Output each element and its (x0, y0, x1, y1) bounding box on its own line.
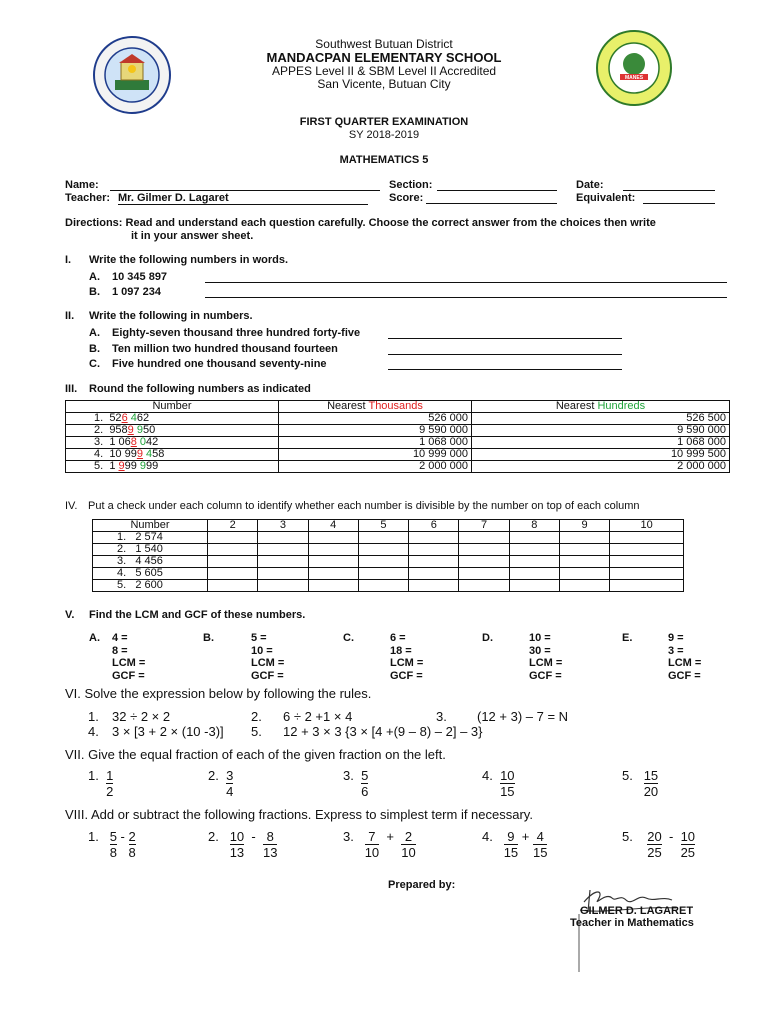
part2-item-b-letter: B. (89, 343, 100, 355)
check-cell[interactable] (208, 544, 258, 556)
number-cell: 1. 2 574 (93, 532, 208, 544)
check-cell[interactable] (459, 532, 509, 544)
check-cell[interactable] (308, 580, 358, 592)
part1-item-a-value: 10 345 897 (112, 271, 168, 283)
check-cell[interactable] (509, 544, 559, 556)
part3-number: III. (65, 383, 78, 395)
expr-4-num: 4. (88, 724, 99, 739)
exam-title: FIRST QUARTER EXAMINATION (299, 116, 469, 128)
part8-title: VIII. Add or subtract the following fractions. Express to simplest term if necessary. (65, 807, 533, 822)
table-row (93, 556, 684, 568)
hundreds-cell: 2 000 000 (472, 461, 730, 473)
svg-text:MANES: MANES (624, 75, 644, 81)
table-row (66, 449, 730, 461)
check-cell[interactable] (409, 556, 459, 568)
divisibility-table (92, 519, 684, 592)
part1-item-a-letter: A. (89, 271, 100, 283)
expr-5: 12 + 3 × 3 {3 × [4 +(9 – 8) – 2] – 3} (283, 724, 483, 739)
thousands-cell: 1 068 000 (279, 437, 472, 449)
check-cell[interactable] (358, 568, 408, 580)
header-col: 10 (610, 520, 684, 532)
expr-2-num: 2. (251, 709, 262, 724)
part7-title: VII. Give the equal fraction of each of the given fraction on the left. (65, 747, 446, 762)
check-cell[interactable] (308, 556, 358, 568)
part5-title: Find the LCM and GCF of these numbers. (89, 609, 306, 621)
header-col: 7 (459, 520, 509, 532)
lcm-item-c: 6 = 18 = LCM = GCF = (390, 632, 424, 682)
part2-title: Write the following in numbers. (89, 310, 253, 322)
check-cell[interactable] (459, 544, 509, 556)
part1-item-a-answer[interactable] (205, 282, 727, 283)
score-label: Score: (389, 192, 424, 204)
check-cell[interactable] (358, 544, 408, 556)
table-row (66, 461, 730, 473)
check-cell[interactable] (409, 532, 459, 544)
date-label: Date: (576, 179, 604, 191)
header-number: Number (93, 520, 208, 532)
directions-line1: Directions: Read and understand each question carefully. Choose the correct answer from the choices then write (65, 217, 656, 229)
part4-number: IV. (65, 500, 78, 512)
check-cell[interactable] (358, 532, 408, 544)
check-cell[interactable] (610, 544, 684, 556)
section-label: Section: (389, 179, 433, 191)
number-cell: 2. 9589 950 (66, 425, 279, 437)
fraction-item-2: 2. $\frac{3}{4}$ (208, 768, 234, 799)
prepared-by: Prepared by: (388, 879, 456, 891)
section-field[interactable] (437, 190, 557, 191)
check-cell[interactable] (208, 556, 258, 568)
check-cell[interactable] (258, 532, 308, 544)
school-name: MANDACPAN ELEMENTARY SCHOOL (266, 50, 502, 65)
rounding-table (65, 400, 730, 473)
fraction: $\frac{1}{2}$ (106, 768, 114, 799)
expr-1-num: 1. (88, 709, 99, 724)
part2-number: II. (65, 310, 75, 322)
check-cell[interactable] (509, 532, 559, 544)
check-cell[interactable] (559, 556, 609, 568)
hundreds-cell: 526 500 (472, 413, 730, 425)
directions-line2: it in your answer sheet. (131, 230, 254, 242)
table-row (66, 437, 730, 449)
table-row (93, 568, 684, 580)
school-seal-logo (596, 30, 672, 106)
operation-item-4: 4. $\frac{9}{15}$ + $\frac{4}{15}$ (482, 829, 548, 860)
header-col: 9 (559, 520, 609, 532)
expr-4: 3 × [3 + 2 × (10 -3)] (112, 724, 224, 739)
check-cell[interactable] (358, 556, 408, 568)
lcm-item-b-letter: B. (203, 632, 214, 644)
header-nearest-thousands: Nearest Thousands (279, 401, 472, 413)
thousands-cell: 10 999 000 (279, 449, 472, 461)
expr-3-num: 3. (436, 709, 447, 724)
divisibility-header (93, 520, 684, 532)
header-nearest-hundreds: Nearest Hundreds (472, 401, 730, 413)
thousands-cell: 2 000 000 (279, 461, 472, 473)
check-cell[interactable] (459, 568, 509, 580)
part2-item-a-answer[interactable] (388, 338, 622, 339)
header-col: 6 (409, 520, 459, 532)
check-cell[interactable] (409, 580, 459, 592)
accreditation: APPES Level II & SBM Level II Accredited (271, 64, 497, 78)
check-cell[interactable] (208, 568, 258, 580)
check-cell[interactable] (559, 532, 609, 544)
number-cell: 5. 2 600 (93, 580, 208, 592)
rounding-table-header (66, 401, 730, 413)
header-number: Number (66, 401, 279, 413)
check-cell[interactable] (308, 568, 358, 580)
part2-item-b-text: Ten million two hundred thousand fourteen (112, 343, 338, 355)
check-cell[interactable] (208, 580, 258, 592)
check-cell[interactable] (258, 568, 308, 580)
fraction-item-1: 1. $\frac{1}{2}$ (88, 768, 114, 799)
signature-image (576, 884, 686, 974)
table-row (93, 580, 684, 592)
lcm-item-d: 10 = 30 = LCM = GCF = (529, 632, 563, 682)
lcm-item-e-letter: E. (622, 632, 633, 644)
part2-item-a-letter: A. (89, 327, 100, 339)
hundreds-cell: 10 999 500 (472, 449, 730, 461)
fraction: $\frac{15}{20}$ (643, 768, 659, 799)
number-cell: 2. 1 540 (93, 544, 208, 556)
check-cell[interactable] (610, 568, 684, 580)
operation-item-3: 3. $\frac{7}{10}$ + $\frac{2}{10}$ (343, 829, 416, 860)
part4-title: Put a check under each column to identify whether each number is divisible by the number on top of each column (88, 500, 640, 512)
fraction: $\frac{10}{15}$ (500, 768, 515, 799)
fraction: $\frac{5}{6}$ (361, 768, 369, 799)
check-cell[interactable] (459, 580, 509, 592)
lcm-item-c-letter: C. (343, 632, 354, 644)
check-cell[interactable] (610, 532, 684, 544)
operation-item-1: 1. $\frac{5}{8}$ - $\frac{2}{8}$ (88, 829, 136, 860)
expr-5-num: 5. (251, 724, 262, 739)
check-cell[interactable] (509, 580, 559, 592)
part1-item-b-answer[interactable] (205, 297, 727, 298)
check-cell[interactable] (559, 544, 609, 556)
school-year: SY 2018-2019 (348, 129, 420, 141)
check-cell[interactable] (559, 568, 609, 580)
number-cell: 3. 1 068 042 (66, 437, 279, 449)
check-cell[interactable] (459, 556, 509, 568)
check-cell[interactable] (610, 580, 684, 592)
lcm-item-a: 4 = 8 = LCM = GCF = (112, 632, 146, 682)
number-cell: 3. 4 456 (93, 556, 208, 568)
table-row (93, 532, 684, 544)
fraction-item-5: 5. $\frac{15}{20}$ (622, 768, 659, 799)
number-cell: 5. 1 999 999 (66, 461, 279, 473)
part1-number: I. (65, 254, 72, 266)
subject-title: MATHEMATICS 5 (339, 154, 429, 166)
school-address: San Vicente, Butuan City (317, 77, 451, 91)
check-cell[interactable] (258, 544, 308, 556)
deped-seal-logo (93, 36, 171, 114)
check-cell[interactable] (308, 544, 358, 556)
part3-title: Round the following numbers as indicated (89, 383, 311, 395)
thousands-cell: 9 590 000 (279, 425, 472, 437)
table-row (93, 544, 684, 556)
header-col: 5 (358, 520, 408, 532)
part2-item-c-answer[interactable] (388, 369, 622, 370)
hundreds-cell: 1 068 000 (472, 437, 730, 449)
lcm-item-b: 5 = 10 = LCM = GCF = (251, 632, 285, 682)
check-cell[interactable] (258, 580, 308, 592)
teacher-value: Mr. Gilmer D. Lagaret (118, 192, 368, 205)
header-col: 2 (208, 520, 258, 532)
part2-item-c-letter: C. (89, 358, 100, 370)
part1-item-b-letter: B. (89, 286, 100, 298)
district-name: Southwest Butuan District (315, 37, 453, 51)
lcm-item-d-letter: D. (482, 632, 493, 644)
number-cell: 1. 526 462 (66, 413, 279, 425)
fraction-item-4: 4. $\frac{10}{15}$ (482, 768, 515, 799)
number-cell: 4. 5 605 (93, 568, 208, 580)
thousands-cell: 526 000 (279, 413, 472, 425)
check-cell[interactable] (409, 568, 459, 580)
header-col: 4 (308, 520, 358, 532)
operation-item-5: 5. $\frac{20}{25}$ - $\frac{10}{25}$ (622, 829, 696, 860)
check-cell[interactable] (358, 580, 408, 592)
check-cell[interactable] (509, 556, 559, 568)
expr-1: 32 ÷ 2 × 2 (112, 709, 171, 724)
equivalent-label: Equivalent: (576, 192, 636, 204)
date-field[interactable] (623, 190, 715, 191)
teacher-label: Teacher: (65, 192, 111, 204)
hundreds-cell: 9 590 000 (472, 425, 730, 437)
part2-item-b-answer[interactable] (388, 354, 622, 355)
name-field[interactable] (110, 190, 380, 191)
header-col: 3 (258, 520, 308, 532)
name-label: Name: (65, 179, 99, 191)
teacher-signature-name: GILMER D. LAGARET (580, 905, 694, 917)
check-cell[interactable] (509, 568, 559, 580)
check-cell[interactable] (208, 532, 258, 544)
expr-3: (12 + 3) – 7 = N (477, 709, 569, 724)
check-cell[interactable] (258, 556, 308, 568)
fraction-item-3: 3. $\frac{5}{6}$ (343, 768, 369, 799)
header-col: 8 (509, 520, 559, 532)
lcm-item-a-letter: A. (89, 632, 100, 644)
number-cell: 4. 10 999 458 (66, 449, 279, 461)
expr-2: 6 ÷ 2 +1 × 4 (283, 709, 353, 724)
lcm-item-e: 9 = 3 = LCM = GCF = (668, 632, 702, 682)
table-row (66, 413, 730, 425)
check-cell[interactable] (409, 544, 459, 556)
part2-item-a-text: Eighty-seven thousand three hundred forty-five (112, 327, 361, 339)
check-cell[interactable] (559, 580, 609, 592)
operation-item-2: 2. $\frac{10}{13}$ - $\frac{8}{13}$ (208, 829, 278, 860)
part1-title: Write the following numbers in words. (89, 254, 289, 266)
part2-item-c-text: Five hundred one thousand seventy-nine (112, 358, 327, 370)
score-field[interactable] (426, 203, 557, 204)
part5-number: V. (65, 609, 75, 621)
check-cell[interactable] (308, 532, 358, 544)
check-cell[interactable] (610, 556, 684, 568)
part1-item-b-value: 1 097 234 (112, 286, 161, 298)
table-row (66, 425, 730, 437)
part6-title: VI. Solve the expression below by following the rules. (65, 686, 372, 701)
fraction: $\frac{3}{4}$ (226, 768, 234, 799)
equivalent-field[interactable] (643, 203, 715, 204)
teacher-role: Teacher in Mathematics (570, 917, 694, 929)
